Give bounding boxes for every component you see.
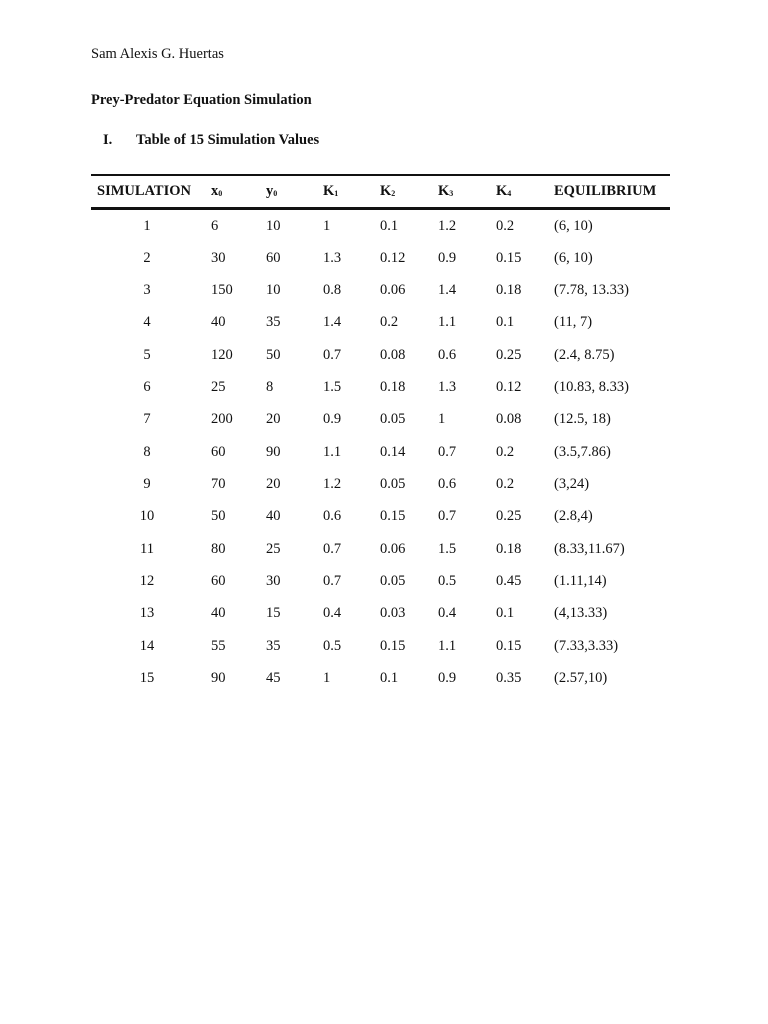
cell-x0: 120 xyxy=(211,347,233,363)
table-row xyxy=(0,250,768,282)
cell-k1: 1.2 xyxy=(323,476,342,492)
cell-k4: 0.1 xyxy=(496,314,515,330)
cell-x0: 200 xyxy=(211,411,233,427)
cell-y0: 15 xyxy=(266,605,281,621)
cell-x0: 90 xyxy=(211,670,226,686)
cell-x0: 150 xyxy=(211,282,233,298)
cell-simulation: 10 xyxy=(139,508,155,524)
cell-k2: 0.06 xyxy=(380,541,406,557)
cell-k3: 1.1 xyxy=(438,638,457,654)
document-title: Prey-Predator Equation Simulation xyxy=(91,92,312,108)
table-row xyxy=(0,379,768,411)
cell-y0: 50 xyxy=(266,347,281,363)
cell-simulation: 11 xyxy=(140,541,154,557)
cell-k1: 0.8 xyxy=(323,282,342,298)
cell-k4: 0.2 xyxy=(496,218,515,234)
cell-k2: 0.15 xyxy=(380,638,406,654)
cell-y0: 10 xyxy=(266,282,281,298)
cell-k4: 0.18 xyxy=(496,541,522,557)
cell-k4: 0.15 xyxy=(496,250,522,266)
table-row xyxy=(0,605,768,637)
cell-k3: 0.6 xyxy=(438,476,457,492)
cell-k1: 0.7 xyxy=(323,573,342,589)
cell-equilibrium: (8.33,11.67) xyxy=(554,541,625,557)
cell-k3: 0.4 xyxy=(438,605,457,621)
cell-k2: 0.05 xyxy=(380,573,406,589)
cell-equilibrium: (6, 10) xyxy=(554,250,593,266)
cell-k1: 1.5 xyxy=(323,379,342,395)
cell-k2: 0.1 xyxy=(380,218,399,234)
cell-equilibrium: (2.4, 8.75) xyxy=(554,347,615,363)
cell-k3: 0.7 xyxy=(438,444,457,460)
cell-k3: 0.9 xyxy=(438,250,457,266)
cell-simulation: 13 xyxy=(139,605,155,621)
cell-k1: 0.9 xyxy=(323,411,342,427)
cell-k4: 0.25 xyxy=(496,508,522,524)
cell-k3: 0.5 xyxy=(438,573,457,589)
cell-x0: 60 xyxy=(211,444,226,460)
cell-x0: 25 xyxy=(211,379,226,395)
cell-y0: 20 xyxy=(266,476,281,492)
cell-simulation: 2 xyxy=(143,250,151,266)
cell-k2: 0.08 xyxy=(380,347,406,363)
table-row xyxy=(0,638,768,670)
cell-y0: 35 xyxy=(266,638,281,654)
cell-k2: 0.12 xyxy=(380,250,406,266)
cell-k3: 0.6 xyxy=(438,347,457,363)
cell-k4: 0.08 xyxy=(496,411,522,427)
cell-y0: 30 xyxy=(266,573,281,589)
cell-k2: 0.15 xyxy=(380,508,406,524)
cell-equilibrium: (12.5, 18) xyxy=(554,411,611,427)
cell-k2: 0.2 xyxy=(380,314,399,330)
table-row xyxy=(0,347,768,379)
cell-equilibrium: (11, 7) xyxy=(554,314,593,330)
cell-k2: 0.05 xyxy=(380,411,406,427)
cell-y0: 45 xyxy=(266,670,281,686)
cell-k1: 0.7 xyxy=(323,347,342,363)
cell-equilibrium: (2.57,10) xyxy=(554,670,608,686)
cell-k1: 1.1 xyxy=(323,444,342,460)
table-row xyxy=(0,541,768,573)
cell-equilibrium: (7.78, 13.33) xyxy=(554,282,629,298)
cell-y0: 40 xyxy=(266,508,281,524)
table-row xyxy=(0,476,768,508)
cell-x0: 60 xyxy=(211,573,226,589)
cell-k2: 0.14 xyxy=(380,444,406,460)
cell-equilibrium: (3,24) xyxy=(554,476,590,492)
cell-k1: 0.5 xyxy=(323,638,342,654)
header-k3: $K_3$ xyxy=(438,183,454,199)
cell-k1: 0.4 xyxy=(323,605,342,621)
cell-simulation: 1 xyxy=(143,218,151,234)
table-row xyxy=(0,314,768,346)
table-row xyxy=(0,444,768,476)
header-x0: $x_0$ xyxy=(211,183,223,199)
cell-x0: 40 xyxy=(211,314,226,330)
header-k2: $K_2$ xyxy=(380,183,396,199)
cell-k1: 0.6 xyxy=(323,508,342,524)
cell-k2: 0.06 xyxy=(380,282,406,298)
cell-k4: 0.45 xyxy=(496,573,522,589)
cell-x0: 6 xyxy=(211,218,219,234)
cell-equilibrium: (2.8,4) xyxy=(554,508,593,524)
cell-y0: 60 xyxy=(266,250,281,266)
table-row xyxy=(0,508,768,540)
cell-simulation: 14 xyxy=(139,638,155,654)
cell-x0: 40 xyxy=(211,605,226,621)
cell-equilibrium: (3.5,7.86) xyxy=(554,444,611,460)
cell-equilibrium: (7.33,3.33) xyxy=(554,638,619,654)
cell-k3: 1 xyxy=(438,411,446,427)
cell-simulation: 7 xyxy=(143,411,151,427)
cell-k2: 0.18 xyxy=(380,379,406,395)
cell-k4: 0.2 xyxy=(496,444,515,460)
header-k4: $K_4$ xyxy=(496,183,512,199)
cell-equilibrium: (4,13.33) xyxy=(554,605,608,621)
cell-k1: 0.7 xyxy=(323,541,342,557)
author-name: Sam Alexis G. Huertas xyxy=(91,46,224,62)
cell-y0: 35 xyxy=(266,314,281,330)
cell-k3: 1.5 xyxy=(438,541,457,557)
cell-k3: 1.2 xyxy=(438,218,457,234)
cell-k1: 1.4 xyxy=(323,314,342,330)
cell-k4: 0.35 xyxy=(496,670,522,686)
cell-k3: 0.7 xyxy=(438,508,457,524)
table-row xyxy=(0,218,768,250)
section-heading xyxy=(103,132,319,149)
cell-simulation: 8 xyxy=(143,444,151,460)
cell-k4: 0.25 xyxy=(496,347,522,363)
cell-x0: 80 xyxy=(211,541,226,557)
cell-k4: 0.1 xyxy=(496,605,515,621)
cell-y0: 25 xyxy=(266,541,281,557)
cell-simulation: 12 xyxy=(139,573,155,589)
cell-k4: 0.2 xyxy=(496,476,515,492)
section-number: I. xyxy=(103,132,113,148)
cell-k1: 1 xyxy=(323,218,331,234)
section-title: Table of 15 Simulation Values xyxy=(136,132,320,148)
cell-equilibrium: (1.11,14) xyxy=(554,573,607,589)
cell-k4: 0.15 xyxy=(496,638,522,654)
header-y0: $y_0$ xyxy=(266,183,278,199)
table-row xyxy=(0,670,768,702)
cell-y0: 8 xyxy=(266,379,274,395)
cell-equilibrium: (6, 10) xyxy=(554,218,593,234)
cell-k3: 0.9 xyxy=(438,670,457,686)
cell-x0: 55 xyxy=(211,638,226,654)
cell-simulation: 6 xyxy=(143,379,151,395)
cell-simulation: 4 xyxy=(143,314,151,330)
cell-y0: 20 xyxy=(266,411,281,427)
cell-k1: 1.3 xyxy=(323,250,342,266)
cell-y0: 90 xyxy=(266,444,281,460)
cell-simulation: 15 xyxy=(139,670,155,686)
cell-equilibrium: (10.83, 8.33) xyxy=(554,379,629,395)
table-header-rule xyxy=(91,207,670,210)
cell-k2: 0.1 xyxy=(380,670,399,686)
cell-simulation: 9 xyxy=(143,476,151,492)
cell-k1: 1 xyxy=(323,670,331,686)
header-equilibrium: EQUILIBRIUM xyxy=(554,183,657,199)
table-top-rule xyxy=(91,174,670,176)
cell-k3: 1.4 xyxy=(438,282,457,298)
cell-simulation: 5 xyxy=(143,347,151,363)
cell-k2: 0.03 xyxy=(380,605,406,621)
cell-k4: 0.12 xyxy=(496,379,522,395)
header-k1: $K_1$ xyxy=(323,183,339,199)
cell-simulation: 3 xyxy=(143,282,151,298)
cell-k4: 0.18 xyxy=(496,282,522,298)
cell-k3: 1.1 xyxy=(438,314,457,330)
cell-x0: 50 xyxy=(211,508,226,524)
cell-x0: 70 xyxy=(211,476,226,492)
table-row xyxy=(0,411,768,443)
cell-y0: 10 xyxy=(266,218,281,234)
table-row xyxy=(0,573,768,605)
cell-k3: 1.3 xyxy=(438,379,457,395)
header-simulation: SIMULATION xyxy=(97,183,191,199)
cell-x0: 30 xyxy=(211,250,226,266)
cell-k2: 0.05 xyxy=(380,476,406,492)
table-row xyxy=(0,282,768,314)
